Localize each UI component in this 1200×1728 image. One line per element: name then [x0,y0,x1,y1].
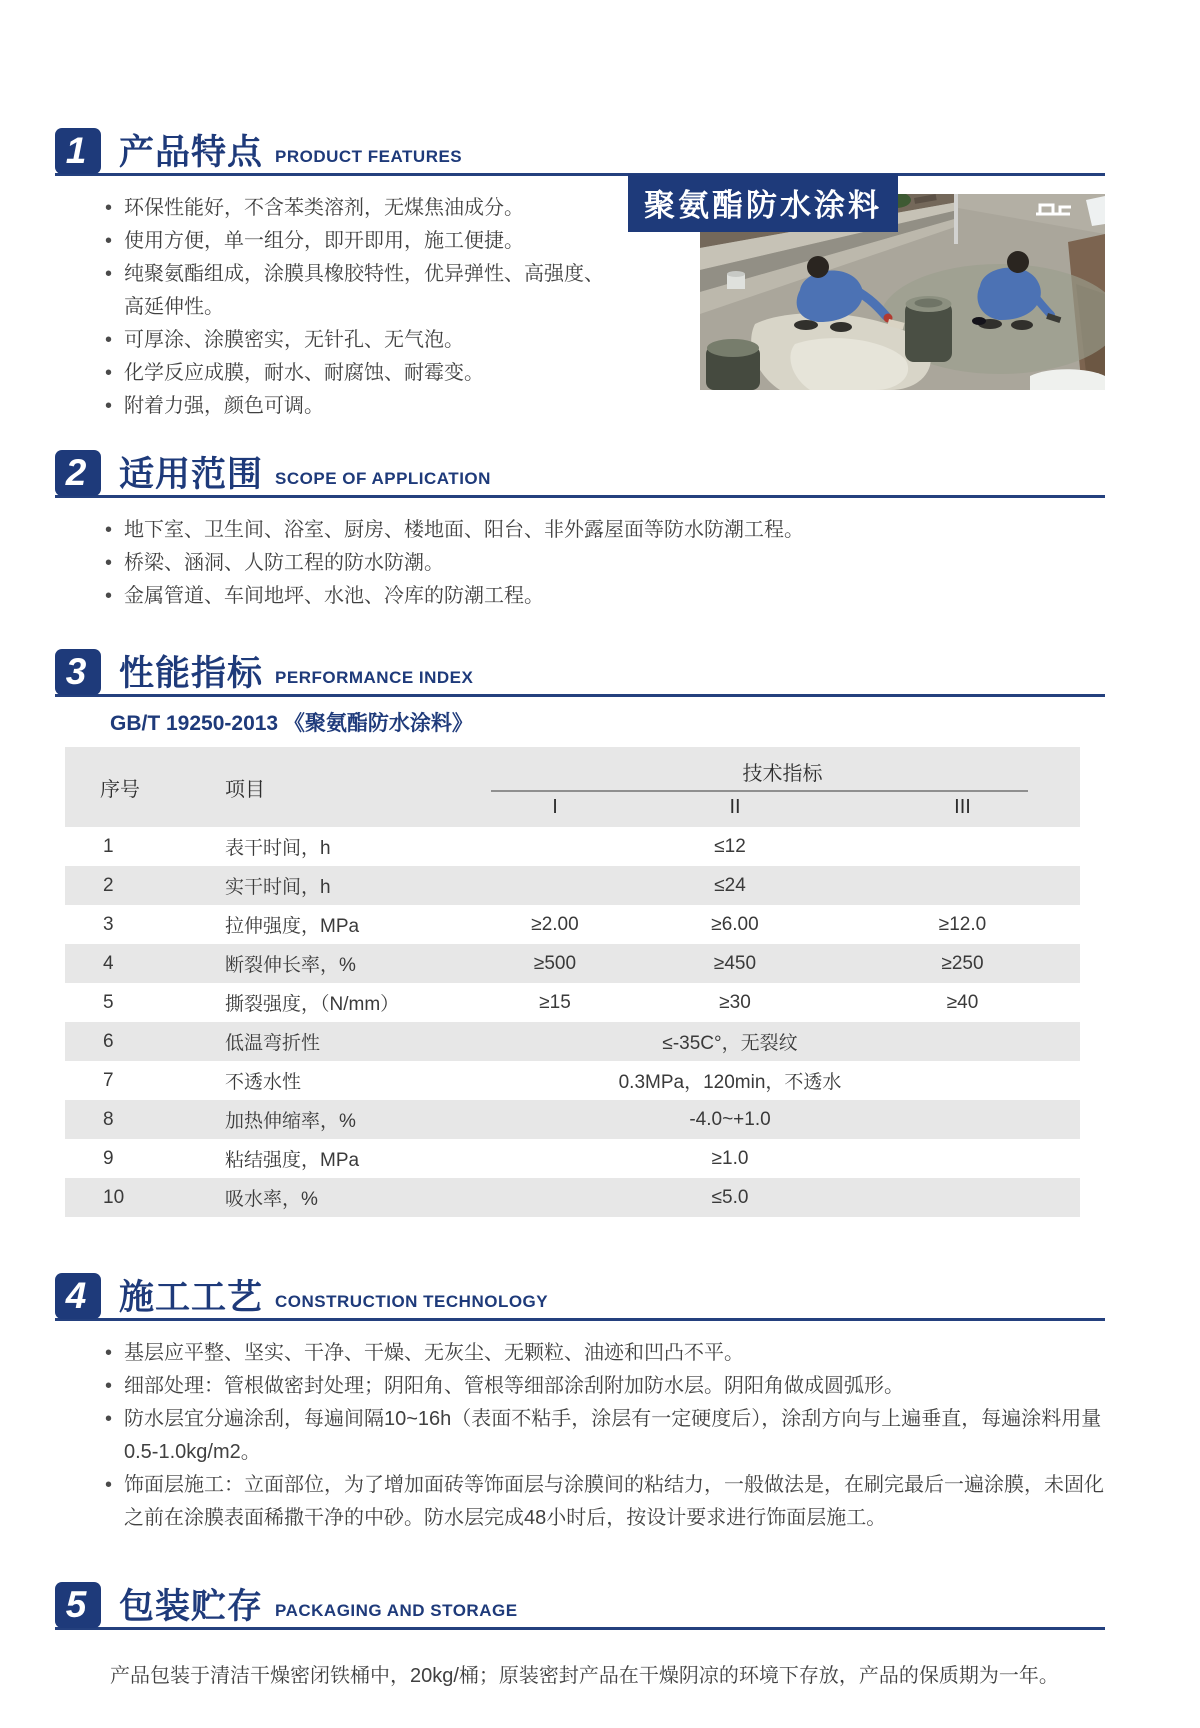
section-2-title: 适用范围 [119,455,264,494]
section-2-number: 2 [55,450,101,496]
cell-item: 撕裂强度，（N/mm） [225,994,400,1015]
cell-value: ≥6.00 [711,913,759,935]
section-packaging [0,1582,1200,1692]
cell-item: 吸水率，% [225,1189,318,1210]
scope-item: • 金属管道、车间地坪、水池、冷库的防潮工程。 [105,580,1105,613]
cell-item: 断裂伸长率，% [225,955,356,976]
cell-value: ≥15 [539,991,571,1013]
section-1-title: 产品特点 [119,133,264,172]
cell-no: 2 [103,874,114,896]
section-1-header [55,128,1105,176]
section-product-features [0,128,1200,423]
col-header-grade-2: II [625,792,845,827]
cell-value: ≥250 [941,952,984,974]
cell-item: 不透水性 [225,1072,302,1093]
section-2-subtitle: SCOPE OF APPLICATION [275,469,491,488]
cell-item: 加热伸缩率，% [225,1111,356,1132]
feature-list [105,192,605,423]
drum [706,339,760,390]
cell-no: 7 [103,1069,114,1091]
section-5-subtitle: PACKAGING AND STORAGE [275,1601,518,1620]
feature-item: • 化学反应成膜，耐水、耐腐蚀、耐霉变。 [105,357,605,390]
cell-value: ≥12.0 [938,913,987,935]
cell-no: 6 [103,1030,114,1052]
table-row [65,905,1080,944]
cell-no: 9 [103,1147,114,1169]
col-header-no: 序号 [65,747,180,827]
pole [954,194,958,244]
cell-item: 实干时间，h [225,877,331,898]
cell-value: ≥40 [946,991,979,1013]
cell-value: -4.0~+1.0 [689,1108,771,1130]
scope-list [105,514,1105,613]
product-title: 聚氨酯防水涂料 [644,188,882,223]
drum [905,296,952,362]
construction-list [105,1337,1105,1535]
cell-value: ≥500 [533,952,577,974]
construction-item: • 防水层宜分遍涂刮，每遍间隔10~16h（表面不粘手，涂层有一定硬度后），涂刮方向与上遍垂直，每遍涂料用量0.5-1.0kg/m2。 [105,1403,1105,1469]
cell-no: 4 [103,952,114,974]
cell-value: ≤24 [714,874,746,896]
cell-item: 低温弯折性 [225,1033,321,1054]
table-row [65,1061,1080,1100]
cell-no: 8 [103,1108,114,1130]
section-1-subtitle: PRODUCT FEATURES [275,147,463,166]
tank [1030,369,1105,390]
datasheet-page [0,128,1200,1728]
section-5-header [55,1582,1105,1630]
cell-item: 拉伸强度，MPa [225,916,360,937]
feature-item: • 环保性能好，不含苯类溶剂，无煤焦油成分。 [105,192,605,225]
col-header-tech-index: 技术指标 [485,747,1080,792]
col-header-grade-1: I [485,792,625,827]
section-5-number: 5 [55,1582,101,1628]
feature-item: • 使用方便，单一组分，即开即用，施工便捷。 [105,225,605,258]
table-row [65,944,1080,983]
feature-item: • 可厚涂、涂膜密实，无针孔、无气泡。 [105,324,605,357]
table-row [65,827,1080,866]
section-4-title: 施工工艺 [119,1278,264,1317]
cell-value: ≥2.00 [531,913,579,935]
section-4-number: 4 [55,1273,101,1319]
cell-item: 粘结强度，MPa [225,1150,360,1171]
construction-item: • 基层应平整、坚实、干净、干燥、无灰尘、无颗粒、油迹和凹凸不平。 [105,1337,1105,1370]
performance-table [65,747,1080,1217]
table-row [65,1139,1080,1178]
section-3-number: 3 [55,649,101,695]
table-row [65,1100,1080,1139]
section-2-header [55,450,1105,498]
cell-value: ≤12 [714,835,746,857]
cell-value: 0.3MPa，120min，不透水 [618,1072,842,1093]
scope-item: • 地下室、卫生间、浴室、厨房、楼地面、阳台、非外露屋面等防水防潮工程。 [105,514,1105,547]
cell-value: ≤5.0 [711,1186,749,1208]
section-3-header [55,649,1105,697]
product-title-banner [628,174,898,232]
section-construction [0,1273,1200,1535]
section-1-body [0,188,1105,423]
scope-item: • 桥梁、涵洞、人防工程的防水防潮。 [105,547,1105,580]
section-4-header [55,1273,1105,1321]
section-5-title: 包装贮存 [119,1587,264,1626]
col-header-item: 项目 [180,747,485,827]
cell-value: ≥1.0 [711,1147,749,1169]
section-1-number: 1 [55,128,101,174]
cell-value: ≤-35C°，无裂纹 [662,1033,798,1054]
table-row [65,1178,1080,1217]
section-performance [0,649,1200,1217]
packaging-description: 产品包装于清洁干燥密闭铁桶中，20kg/桶；原装密封产品在干燥阴凉的环境下存放，产品的保质期为一年。 [110,1665,1059,1687]
section-3-title: 性能指标 [119,654,264,693]
table-row [65,983,1080,1022]
cell-no: 5 [103,991,114,1013]
section-scope [0,450,1200,613]
table-row [65,1022,1080,1061]
feature-item: • 附着力强，颜色可调。 [105,390,605,423]
feature-item: • 纯聚氨酯组成，涂膜具橡胶特性，优异弹性、高强度、高延伸性。 [105,258,605,324]
standard-reference: GB/T 19250-2013 《聚氨酯防水涂料》 [110,712,473,735]
cell-no: 10 [103,1186,125,1208]
cell-no: 1 [103,835,114,857]
cell-value: ≥30 [719,991,751,1013]
construction-item: • 饰面层施工：立面部位，为了增加面砖等饰面层与涂膜间的粘结力，一般做法是，在刷完最后一遍涂膜，未固化之前在涂膜表面稀撒干净的中砂。防水层完成48小时后，按设计要求进行饰面层施工。 [105,1469,1105,1535]
construction-item: • 细部处理：管根做密封处理；阴阳角、管根等细部涂刮附加防水层。阴阳角做成圆弧形。 [105,1370,1105,1403]
cell-no: 3 [103,913,114,935]
section-4-subtitle: CONSTRUCTION TECHNOLOGY [275,1292,549,1311]
section-3-subtitle: PERFORMANCE INDEX [275,668,474,687]
cell-value: ≥450 [713,952,757,974]
cell-item: 表干时间，h [225,838,331,859]
col-header-grade-3: III [845,792,1080,827]
table-row [65,866,1080,905]
